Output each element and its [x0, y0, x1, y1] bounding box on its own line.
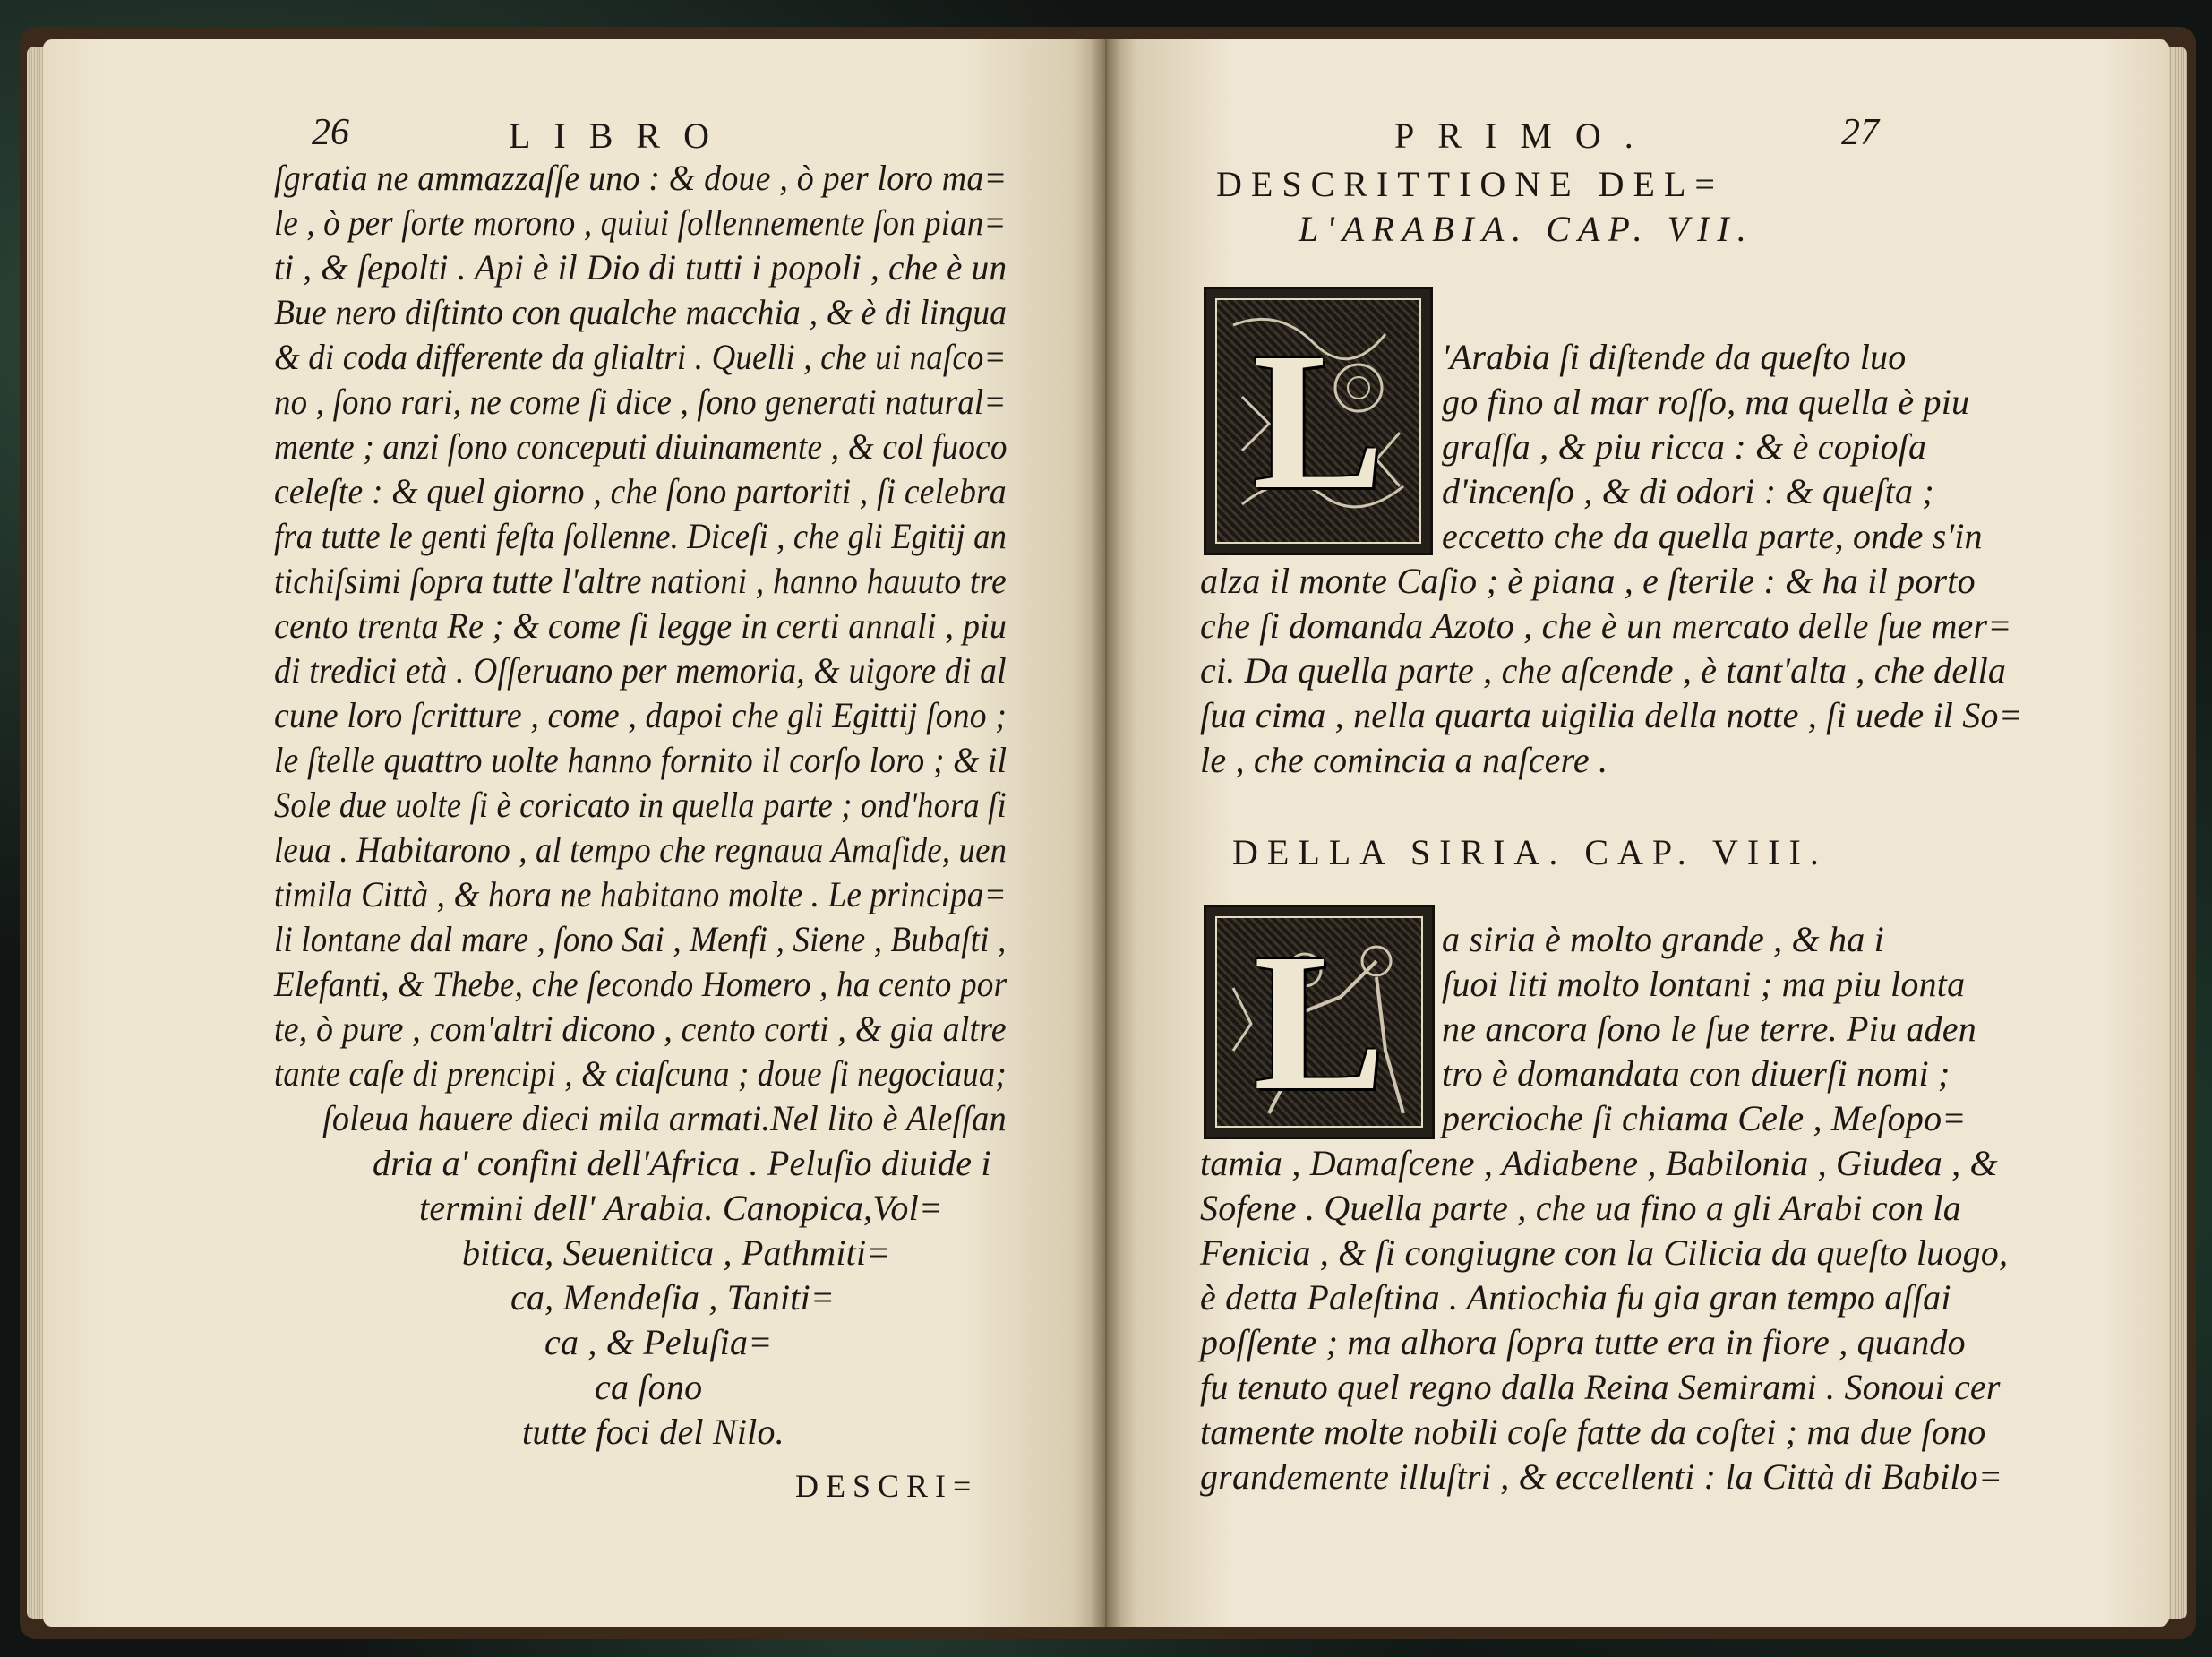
text-line: ca , & Peluſia=	[544, 1322, 773, 1362]
text-line: è detta Paleſtina . Antiochia fu gia gran tempo aſſai	[1200, 1277, 1951, 1318]
text-line: termini dell' Arabia. Canopica,Vol=	[419, 1188, 944, 1228]
chapter-8-title: DELLA SIRIA. CAP. VIII.	[1232, 832, 1828, 872]
text-line: te, ò pure , com'altri dicono , cento corti , & gia altre	[274, 1009, 1007, 1049]
text-line: le , che comincia a naſcere .	[1200, 740, 1608, 780]
decorated-initial-l-arabia	[1204, 287, 1433, 555]
text-line: grandemente illuſtri , & eccellenti : la Città di Babilo=	[1200, 1456, 2003, 1497]
chapter-7-subtitle: L'ARABIA. CAP. VII.	[1299, 209, 1754, 249]
text-line: le ſtelle quattro uolte hanno fornito il corſo loro ; & il	[274, 740, 1007, 780]
text-line: cune loro ſcritture , come , dapoi che gli Egittij ſono ;	[274, 695, 1007, 735]
right-page	[1105, 39, 2169, 1627]
text-line: poſſente ; ma alhora ſopra tutte era in fiore , quando	[1200, 1322, 1966, 1362]
text-line: graſſa , & piu ricca : & è copioſa	[1442, 426, 1927, 467]
text-line: ca, Mendeſia , Taniti=	[510, 1277, 836, 1318]
text-line: ci. Da quella parte , che aſcende , è tant'alta , che della	[1200, 650, 2007, 691]
chapter-7-title: DESCRITTIONE DEL=	[1216, 164, 1724, 204]
text-line: li lontane dal mare , ſono Sai , Menfi , Siene , Bubaſti ,	[274, 919, 1007, 959]
left-running-head: LIBRO	[509, 116, 733, 156]
text-line: tante caſe di prencipi , & ciaſcuna ; doue ſi negociaua;	[274, 1053, 1007, 1094]
text-line: percioche ſi chiama Cele , Meſopo=	[1442, 1098, 1967, 1138]
book-gutter	[1091, 39, 1121, 1627]
text-line: 'Arabia ſi diſtende da queſto luo	[1442, 337, 1907, 377]
text-line: fra tutte le genti feſta ſollenne. Diceſi , che gli Egitij an	[274, 516, 1007, 556]
text-line: Sofene . Quella parte , che ua fino a gli Arabi con la	[1200, 1188, 1961, 1228]
text-line: dria a' confini dell'Africa . Peluſio diuide i	[373, 1143, 991, 1183]
text-line: ſoleua hauere dieci mila armati.Nel lito è Aleſſan	[322, 1098, 1007, 1138]
text-line: alza il monte Caſio ; è piana , e ſterile : & ha il porto	[1200, 561, 1976, 601]
text-line: & di coda differente da glialtri . Quelli , che ui naſco=	[274, 337, 1007, 377]
text-line: ſuoi liti molto lontani ; ma piu lonta	[1442, 964, 1966, 1004]
text-line: ſgratia ne ammazzaſſe uno : & doue , ò per loro ma=	[274, 158, 1007, 198]
text-line: a siria è molto grande , & ha i	[1442, 919, 1884, 959]
text-line: che ſi domanda Azoto , che è un mercato delle ſue mer=	[1200, 605, 2012, 646]
text-line: d'incenſo , & di odori : & queſta ;	[1442, 471, 1934, 511]
text-line: Elefanti, & Thebe, che ſecondo Homero , ha cento por	[274, 964, 1007, 1004]
right-folio: 27	[1841, 112, 1879, 153]
text-line: ne ancora ſono le ſue terre. Piu aden	[1442, 1009, 1976, 1049]
decorated-initial-l-siria	[1204, 905, 1435, 1139]
text-line: ti , & ſepolti . Api è il Dio di tutti i popoli , che è un	[274, 247, 1007, 288]
left-folio: 26	[312, 112, 349, 153]
text-line: tichiſsimi ſopra tutte l'altre nationi , hanno hauuto tre	[274, 561, 1007, 601]
text-line: di tredici età . Oſſeruano per memoria, & uigore di al	[274, 650, 1007, 691]
text-line: timila Città , & hora ne habitano molte . Le principa=	[274, 874, 1007, 914]
text-line: ſua cima , nella quarta uigilia della notte , ſi uede il So=	[1200, 695, 2023, 735]
catchword: DESCRI=	[795, 1468, 979, 1504]
text-line: bitica, Seuenitica , Pathmiti=	[462, 1232, 891, 1273]
text-line: tamente molte nobili coſe fatte da coſtei ; ma due ſono	[1200, 1412, 1986, 1452]
initial-letter: L	[1253, 912, 1385, 1131]
text-line: Fenicia , & ſi congiugne con la Cilicia da queſto luogo,	[1200, 1232, 2009, 1273]
text-line: eccetto che da quella parte, onde s'in	[1442, 516, 1983, 556]
text-line: tamia , Damaſcene , Adiabene , Babilonia , Giudea , &	[1200, 1143, 1998, 1183]
initial-letter: L	[1252, 311, 1385, 530]
text-line: Bue nero diſtinto con qualche macchia , & è di lingua	[274, 292, 1007, 332]
text-line: tutte foci del Nilo.	[522, 1412, 784, 1452]
text-line: Sole due uolte ſi è coricato in quella parte ; ond'hora ſi	[274, 785, 1007, 825]
text-line: fu tenuto quel regno dalla Reina Semirami . Sonoui cer	[1200, 1367, 2001, 1407]
text-line: go fino al mar roſſo, ma quella è piu	[1442, 382, 1970, 422]
text-line: celeſte : & quel giorno , che ſono partoriti , ſi celebra	[274, 471, 1007, 511]
text-line: mente ; anzi ſono conceputi diuinamente , & col fuoco	[274, 426, 1007, 467]
left-page	[43, 39, 1105, 1627]
text-line: cento trenta Re ; & come ſi legge in certi annali , piu	[274, 605, 1007, 646]
text-line: tro è domandata con diuerſi nomi ;	[1442, 1053, 1951, 1094]
text-line: le , ò per ſorte morono , quiui ſollennemente ſon pian=	[274, 202, 1007, 243]
text-line: leua . Habitarono , al tempo che regnaua Amaſide, uen	[274, 829, 1007, 870]
right-running-head: PRIMO.	[1394, 116, 1657, 156]
text-line: ca ſono	[595, 1367, 703, 1407]
text-line: no , ſono rari, ne come ſi dice , ſono generati natural=	[274, 382, 1007, 422]
